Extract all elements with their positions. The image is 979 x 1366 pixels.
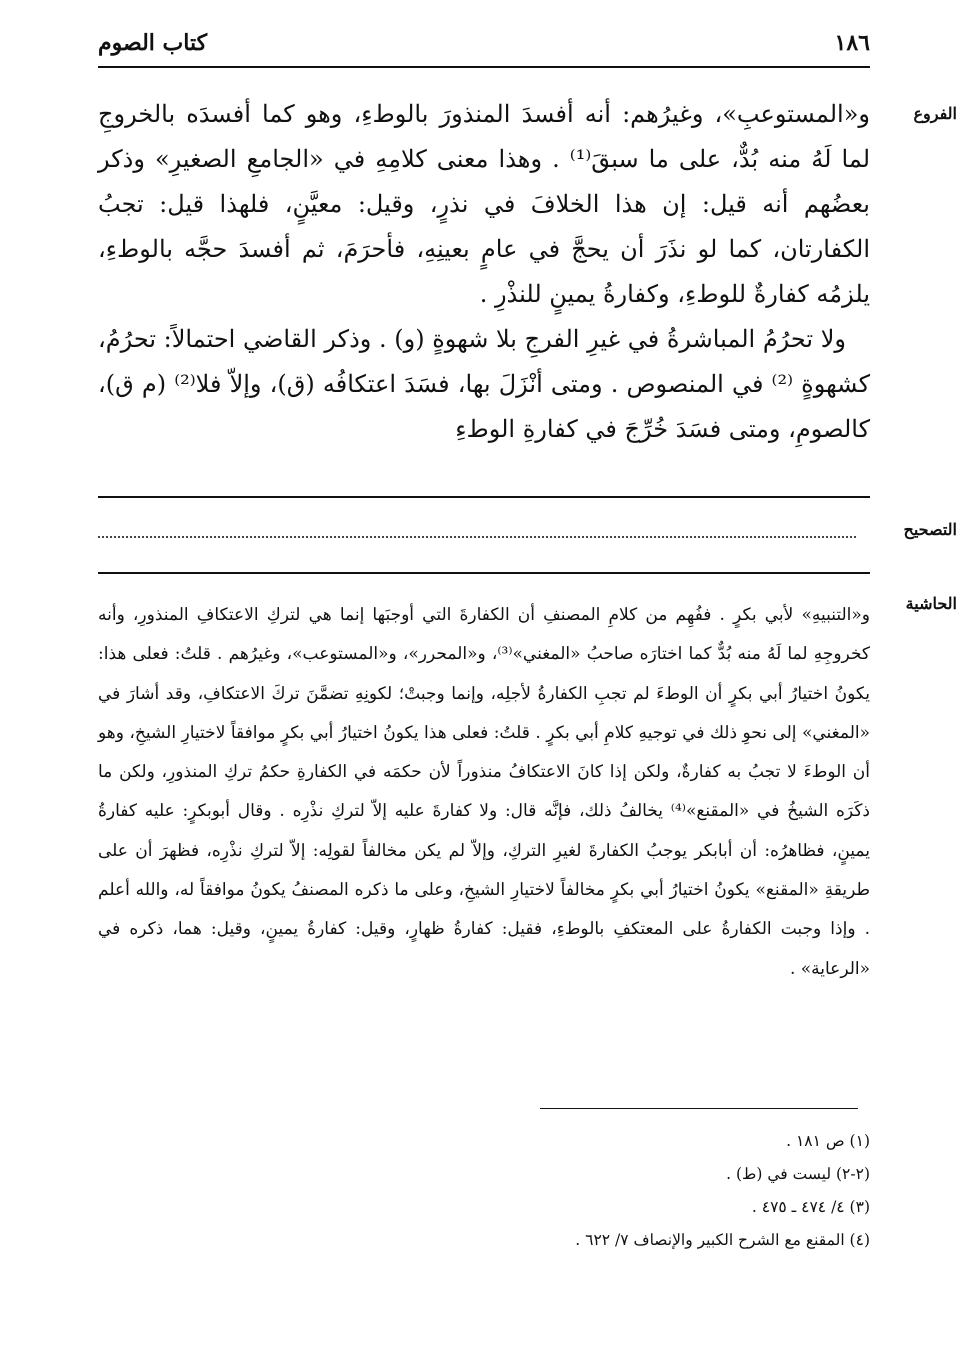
footnote-2: (٢-٢) ليست في (ط) . bbox=[726, 1165, 870, 1183]
tashih-dotted-line bbox=[98, 536, 856, 538]
footnote-4: (٤) المقنع مع الشرح الكبير والإنصاف ٧/ ٦٢٢ . bbox=[575, 1231, 870, 1249]
side-label-hashiya: الحاشية bbox=[905, 594, 957, 613]
main-paragraph: و«المستوعبِ»، وغيرُهم: أنه أفسدَ المنذورَ بالوطءِ، وهو كما أفسدَه بالخروجِ لما لَهُ منه بُدٌّ، على ما سبقَ⁽¹⁾ . وهذا معنى كلامِهِ في «الجامعِ الصغيرِ» وذكر بعضُهم أنه قيل: إن هذا الخلافَ في نذرٍ، وقيل: معيَّنٍ، فلهذا قيل: تجبُ الكفارتان، كما لو نذَرَ أن يحجَّ في عامٍ بعينِهِ، فأحرَمَ، ثم أفسدَ حجَّه بالوطءِ، يلزمُه كفارةٌ للوطءِ، وكفارةُ يمينٍ للنذْرِ . bbox=[98, 100, 871, 308]
running-title: كتاب الصوم bbox=[98, 30, 208, 56]
section-divider bbox=[98, 496, 870, 498]
section-divider bbox=[98, 572, 870, 574]
page-header bbox=[98, 30, 870, 60]
main-text-block bbox=[98, 92, 870, 452]
main-paragraph: ولا تحرُمُ المباشرةُ في غيرِ الفرجِ بلا شهوةٍ (و) . وذكر القاضي احتمالاً: تحرُمُ، كشهوةٍ ⁽²⁾ في المنصوص . ومتى أنْزَلَ بها، فسَدَ اعتكافُه (ق)، وإلاّ فلا⁽²⁾ (م ق)، كالصومِ، ومتى فسَدَ خُرِّجَ في كفارةِ الوطءِ bbox=[97, 325, 870, 443]
side-label-tashih: التصحيح bbox=[903, 520, 957, 539]
footnote-separator bbox=[540, 1108, 858, 1109]
footnote-1: (١) ص ١٨١ . bbox=[786, 1132, 870, 1150]
footnote-3: (٣) ٤/ ٤٧٤ ـ ٤٧٥ . bbox=[751, 1198, 870, 1216]
header-rule bbox=[98, 66, 870, 68]
page-number: ١٨٦ bbox=[834, 30, 870, 56]
footnotes bbox=[98, 1125, 870, 1257]
hashiya-text-block bbox=[98, 596, 870, 989]
hashiya-paragraph: و«التنبيهِ» لأبي بكرٍ . ففُهِم من كلامِ المصنفِ أن الكفارةَ التي أوجبَها إنما هي لتركِ الاعتكافِ المنذورِ، وأنه كخروجِهِ لما لَهُ منه بُدٌّ كما اختارَه صاحبُ «المغني»⁽³⁾، و«المحرر»، و«المستوعب»، وغيرُهم . قلتُ: فعلى هذا: يكونُ اختيارُ أبي بكرٍ أن الوطءَ لم تجبِ الكفارةُ لأجلِه، وإنما وجبتْ؛ لكونِهِ تضمَّنَ تركَ الاعتكافِ، وقد أشارَ في «المغني» إلى نحوِ ذلك في توجيهِ كلامِ أبي بكرٍ . قلتُ: فعلى هذا يكونُ اختيارُ أبي بكرٍ موافقاً لاختيارِ الشيخِ، وهو أن الوطءَ لا تجبُ به كفارةٌ، ولكن إذا كانَ الاعتكافُ منذوراً لأن حكمَه في الكفارةِ حكمُ تركِ المنذورِ، ولكن ما ذكَرَه الشيخُ في «المقنع»⁽⁴⁾ يخالفُ ذلك، فإنَّه قال: ولا كفارةَ عليه إلاّ لتركِ نذْرِه . وقال أبوبكرٍ: عليه كفارةُ يمينٍ، فظاهرُه: أن أبابكر يوجبُ الكفارةَ لغيرِ التركِ، وإلاّ لم يكن مخالفاً لقولِه: إلاّ لتركِ نذْرِه، فظهرَ أن على طريقةِ «المقنع» يكونُ اختيارُ أبي بكرٍ مخالفاً لاختيارِ الشيخِ، وعلى ما ذكره المصنفُ يكونُ موافقاً له، والله أعلم . وإذا وجبت الكفارةُ على المعتكفِ بالوطءِ، فقيل: كفارةُ ظهارٍ، وقيل: كفارةُ يمينٍ، وقيل: هما، ذكره في «الرعاية» . bbox=[98, 605, 871, 979]
side-label-furu: الفروع bbox=[913, 104, 957, 123]
